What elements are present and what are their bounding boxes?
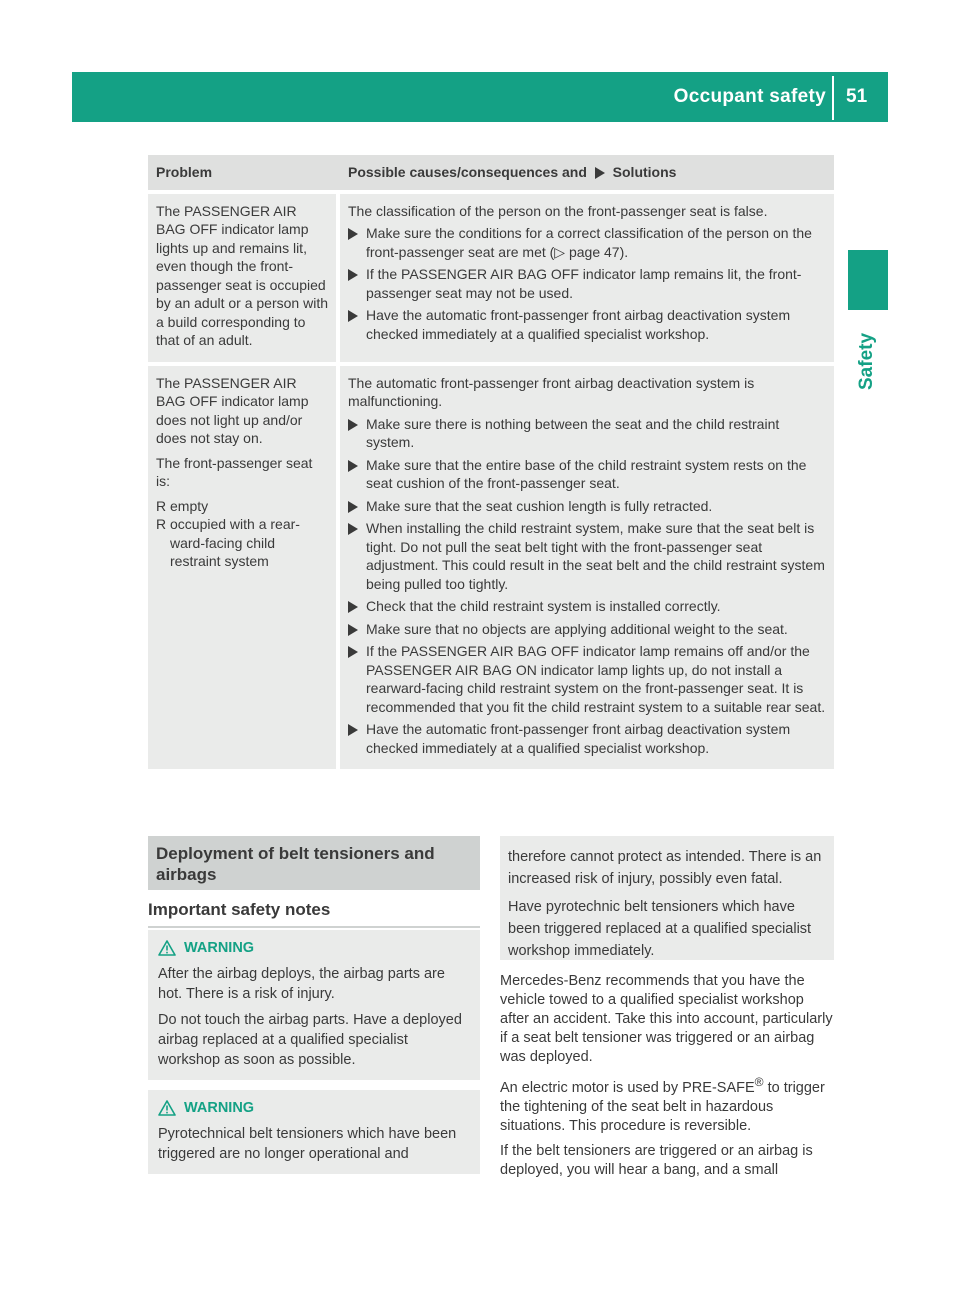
warning-triangle-icon [158,1100,176,1116]
problem-text: The PASSENGER AIR BAG OFF indicator lamp does not light up and/or does not stay on. [156,374,309,446]
cause-text: The classification of the person on the front-passenger seat is false. [348,202,768,219]
section-heading: Deployment of belt tensioners and airbags [148,836,480,890]
divider [148,926,480,928]
step-item: Check that the child restraint system is installed correctly. [348,597,826,616]
arrow-right-icon [348,228,358,240]
step-item: If the PASSENGER AIR BAG OFF indicator lamp remains off and/or the PASSENGER AIR BAG ON indicator lamp lights up, do not install a rearward-facing child restraint system on the front-passenger seat. It is recommended that you fit the child restraint system to a suitable rear seat. [348,642,826,716]
solution-cell [340,194,834,366]
warning-text: Do not touch the airbag parts. Have a deployed airbag replaced at a qualified specialist workshop as soon as possible. [158,1012,462,1068]
column-header-suffix: Solutions [612,164,677,180]
arrow-right-icon [595,167,605,179]
warning-box [148,930,480,1080]
problem-text: The PASSENGER AIR BAG OFF indicator lamp lights up and remains lit, even though the front-passenger seat is occupied by an adult or a person with a build corresponding to that of an adult. [156,202,328,348]
step-item: Make sure that the entire base of the child restraint system rests on the seat cushion of the front-passenger seat. [348,456,826,493]
step-item: If the PASSENGER AIR BAG OFF indicator lamp remains lit, the front-passenger seat may not be used. [348,265,826,302]
arrow-right-icon [348,310,358,322]
warning-text: Have pyrotechnic belt tensioners which have been triggered replaced at a qualified specialist workshop immediately. [508,899,812,959]
table-row [148,366,834,774]
page-title: Occupant safety [673,86,826,107]
section-label: Safety [856,332,877,390]
arrow-right-icon [348,646,358,658]
arrow-right-icon [348,501,358,513]
section-tab [848,250,888,310]
problem-cell [148,194,340,366]
step-item: Make sure that no objects are applying additional weight to the seat. [348,620,826,639]
warning-title: WARNING [158,938,470,958]
warning-continuation-box [500,836,834,960]
arrow-right-icon [348,624,358,636]
step-item: Have the automatic front-passenger front airbag deactivation system checked immediately at a qualified specialist workshop. [348,306,826,343]
warning-text: therefore cannot protect as intended. There is an increased risk of injury, possibly even fatal. [508,849,822,887]
arrow-right-icon [348,724,358,736]
column-header-solutions [340,155,834,194]
cause-text: The automatic front-passenger front airbag deactivation system is malfunctioning. [348,374,755,409]
body-text [500,972,836,1186]
warning-text: Pyrotechnical belt tensioners which have been triggered are no longer operational and [158,1126,457,1162]
paragraph: An electric motor is used by PRE-SAFE® to trigger the tightening of the seat belt in hazardous situations. This procedure is reversible. [500,1075,825,1134]
list-item: R empty [156,497,209,514]
problem-text: The front-passenger seat is: [156,454,313,489]
subsection-heading: Important safety notes [148,900,331,919]
table-row [148,194,834,366]
page-number: 51 [846,86,868,107]
header-divider [832,76,834,120]
warning-text: After the airbag deploys, the airbag parts are hot. There is a risk of injury. [158,966,445,1002]
step-item: Make sure that the seat cushion length is fully retracted. [348,497,826,516]
problem-cell [148,366,340,774]
arrow-right-icon [348,269,358,281]
warning-title: WARNING [158,1098,470,1118]
step-item: Make sure there is nothing between the seat and the child restraint system. [348,415,826,452]
column-header-problem: Problem [148,155,340,194]
arrow-right-icon [348,523,358,535]
arrow-right-icon [348,460,358,472]
paragraph: Mercedes-Benz recommends that you have the vehicle towed to a qualified specialist workshop after an accident. Take this into account, particularly if a seat belt tensioner was triggered or an airbag was deployed. [500,973,833,1065]
solution-cell [340,366,834,774]
step-item: When installing the child restraint system, make sure that the seat belt is tight. Do not pull the seat belt tight with the front-passenger seat adjustment. This could result in the seat belt and the child restraint system being pulled too tightly. [348,519,826,593]
troubleshooting-table [148,155,834,773]
paragraph: If the belt tensioners are triggered or an airbag is deployed, you will hear a bang, and a small [500,1142,813,1178]
warning-triangle-icon [158,940,176,956]
step-item: Have the automatic front-passenger front airbag deactivation system checked immediately at a qualified specialist workshop. [348,720,826,757]
arrow-right-icon [348,419,358,431]
arrow-right-icon [348,601,358,613]
warning-box [148,1090,480,1174]
step-item: Make sure the conditions for a correct classification of the person on the front-passenger seat are met (▷ page 47). [348,224,826,261]
column-header-prefix: Possible causes/consequences and [348,164,587,180]
list-item: R occupied with a rear-ward-facing child restraint system [156,516,300,569]
